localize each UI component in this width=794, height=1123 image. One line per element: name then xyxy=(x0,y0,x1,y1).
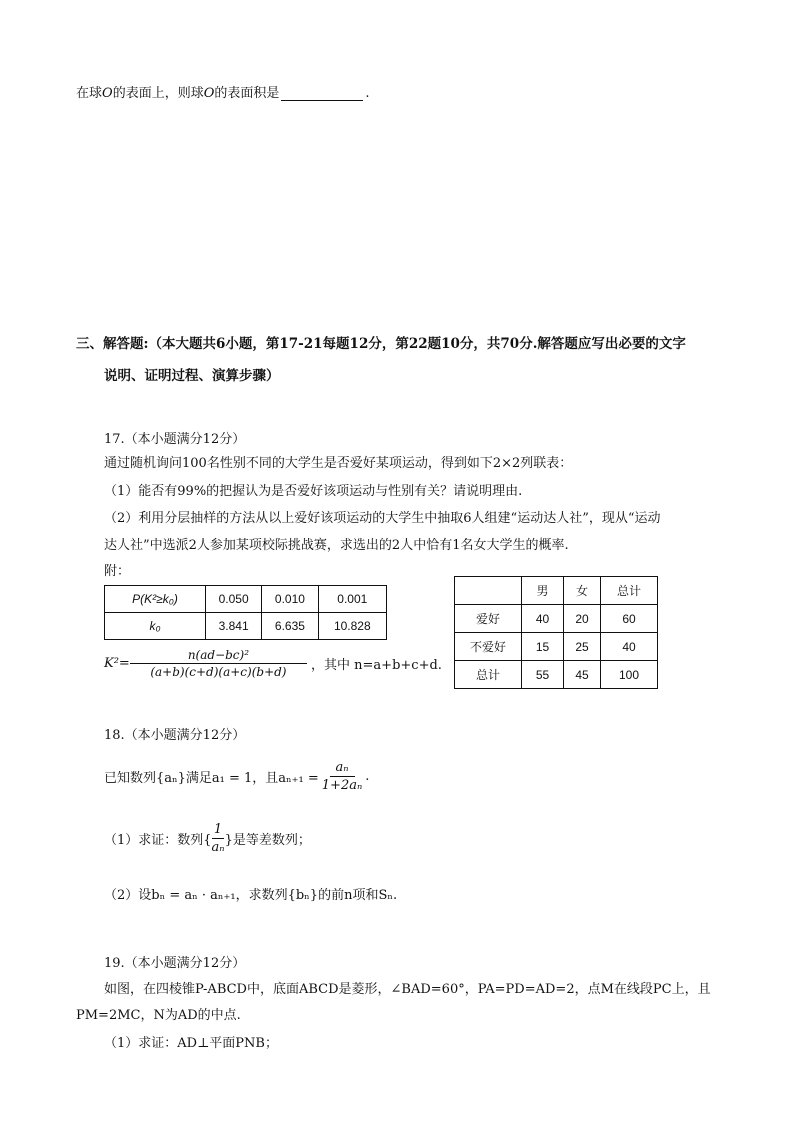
numerator: 1 xyxy=(213,822,223,837)
contingency-table xyxy=(454,576,658,689)
table-cell: 0.001 xyxy=(318,586,386,613)
text: 已知数列{aₙ}满足a₁ = 1，且aₙ₊₁ = xyxy=(104,771,319,786)
question-part: （2）利用分层抽样的方法从以上爱好该项运动的大学生中抽取6人组建“运动达人社”，现从“运动 xyxy=(104,511,661,526)
table-cell xyxy=(455,577,522,605)
table-cell: 总计 xyxy=(601,577,658,605)
table-cell: P(K²≥k₀) xyxy=(105,586,206,613)
section-title: 三、解答题:（本大题共6小题，第17-21每题12分，第22题10分，共70分.解答题应写出必要的文字 xyxy=(76,336,686,352)
fill-in-line xyxy=(76,82,370,101)
table-cell: 60 xyxy=(601,605,658,633)
table-cell: 男 xyxy=(522,577,564,605)
question-heading: 17.（本小题满分12分） xyxy=(104,432,246,447)
table-cell: 女 xyxy=(564,577,601,605)
text: }是等差数列； xyxy=(224,833,311,848)
chi-square-formula xyxy=(104,648,442,679)
denominator: 1+2aₙ xyxy=(321,778,363,793)
question-intro: 通过随机询问100名性别不同的大学生是否爱好某项运动，得到如下2×2列联表： xyxy=(104,456,573,471)
text: O xyxy=(102,86,113,101)
text: K²= xyxy=(104,656,130,671)
question-part-cont: 达人社”中选派2人参加某项校际挑战赛，求选出的2人中恰有1名女大学生的概率. xyxy=(104,538,569,553)
question-heading: 19.（本小题满分12分） xyxy=(104,956,246,971)
text: （1）求证：数列{ xyxy=(104,833,212,848)
table-cell: 10.828 xyxy=(318,613,386,640)
table-cell: 20 xyxy=(564,605,601,633)
fraction xyxy=(212,822,225,855)
text: 的表面积是 xyxy=(214,86,280,101)
answer-blank[interactable] xyxy=(281,86,363,101)
table-cell: 3.841 xyxy=(206,613,262,640)
table-cell: 40 xyxy=(601,633,658,661)
text: 在球 xyxy=(76,86,103,101)
question-part: （1）求证：AD⊥平面PNB； xyxy=(104,1036,278,1051)
text: O xyxy=(203,86,215,101)
question-text: 如图，在四棱锥P-ABCD中，底面ABCD是菱形，∠BAD=60°，PA=PD=AD=2，点M在线段PC上，且 xyxy=(104,982,711,997)
table-cell: 0.050 xyxy=(206,586,262,613)
fraction xyxy=(322,760,362,793)
appendix-label: 附： xyxy=(104,564,131,579)
critical-value-table xyxy=(104,585,387,640)
text: ，其中 n=a+b+c+d. xyxy=(311,658,442,673)
table-cell: 爱好 xyxy=(455,605,522,633)
section-title-cont: 说明、证明过程、演算步骤） xyxy=(104,368,280,384)
question-part: （1）能否有99%的把握认为是否爱好该项运动与性别有关？请说明理由. xyxy=(104,484,523,499)
table-cell: 6.635 xyxy=(262,613,318,640)
denominator: (a+b)(c+d)(a+c)(b+d) xyxy=(150,665,287,679)
numerator: n(ad−bc)² xyxy=(130,648,307,664)
table-cell: 总计 xyxy=(455,661,522,689)
table-cell: 0.010 xyxy=(262,586,318,613)
table-cell: 100 xyxy=(601,661,658,689)
table-cell: 25 xyxy=(564,633,601,661)
question-part: （2）设bₙ = aₙ · aₙ₊₁，求数列{bₙ}的前n项和Sₙ. xyxy=(104,888,398,903)
table-cell: 55 xyxy=(522,661,564,689)
text: . xyxy=(365,86,370,101)
text: 的表面上，则球 xyxy=(112,86,204,101)
question-part xyxy=(104,822,311,855)
table-cell: 不爱好 xyxy=(455,633,522,661)
denominator: aₙ xyxy=(211,840,225,855)
question-text-cont: PM=2MC，N为AD的中点. xyxy=(76,1008,241,1023)
table-cell: 40 xyxy=(522,605,564,633)
table-cell: k₀ xyxy=(105,613,206,640)
table-cell: 15 xyxy=(522,633,564,661)
fraction xyxy=(130,648,307,679)
text: . xyxy=(365,769,370,784)
numerator: aₙ xyxy=(330,760,355,777)
table-cell: 45 xyxy=(564,661,601,689)
question-heading: 18.（本小题满分12分） xyxy=(104,728,246,743)
sequence-definition xyxy=(104,760,369,793)
